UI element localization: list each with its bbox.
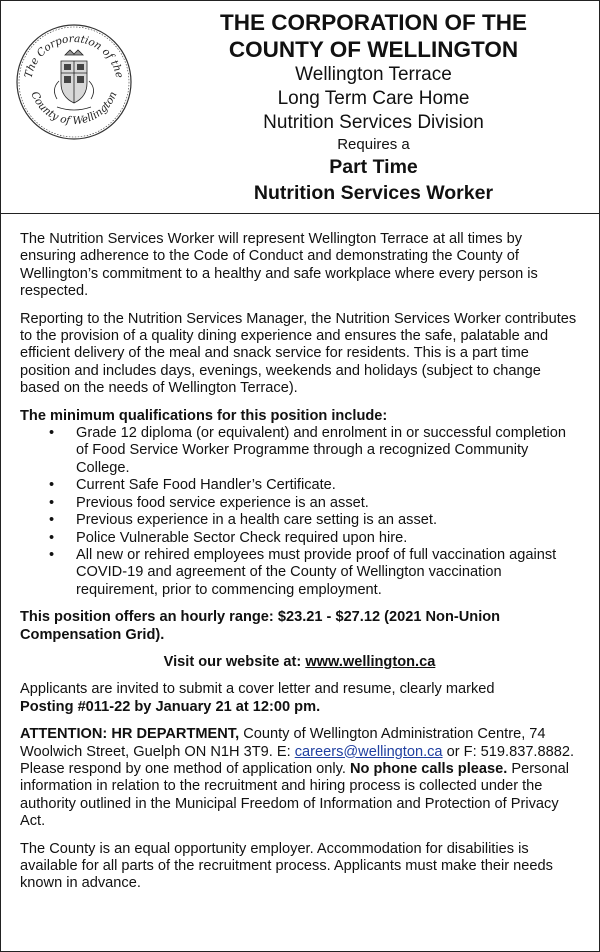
fax-text: or F: 519.837.8882. Please respond by one method of application only. <box>20 743 575 777</box>
bullet-icon: • <box>49 529 55 546</box>
email-link[interactable]: careers@wellington.ca <box>294 743 443 760</box>
facility-name: Wellington Terrace <box>295 64 452 85</box>
qualification-text: Police Vulnerable Sector Check required upon hire. <box>76 529 408 546</box>
qualification-item <box>20 547 579 599</box>
qualification-text: Previous experience in a health care setting is an asset. <box>76 512 437 529</box>
bullet-icon: • <box>49 477 55 494</box>
qualification-item <box>20 530 579 547</box>
qualification-item <box>20 495 579 512</box>
qualifications-list <box>20 425 579 599</box>
attention-address: County of Wellington Administration Centre, 74 Woolwich Street, Guelph ON N1H 3T9. E: <box>20 726 546 760</box>
division-name: Nutrition Services Division <box>263 112 484 133</box>
equal-opportunity-paragraph: The County is an equal opportunity employer. Accommodation for disabilities is available for all parts of the recruitment process. Applicants must make their needs known in advance. <box>20 840 553 892</box>
facility-type: Long Term Care Home <box>277 88 470 109</box>
posting-header <box>1 1 599 214</box>
bullet-icon: • <box>49 512 55 529</box>
role-paragraph: Reporting to the Nutrition Services Manager, the Nutrition Services Worker contributes to the provision of a quality dining experience and ensures the safe, palatable and efficient delivery of the meal and snack service for residents. This is a part time position and includes days, evenings, weekends and holidays (subject to change based on the needs of Wellington Terrace). <box>20 310 577 397</box>
qualifications-heading: The minimum qualifications for this position include: <box>20 407 388 424</box>
requires-label: Requires a <box>337 136 410 153</box>
attention-label: ATTENTION: HR DEPARTMENT, <box>20 726 240 743</box>
header-text <box>141 9 600 206</box>
posting-body <box>1 214 599 893</box>
pay-range-text: This position offers an hourly range: $23.21 - $27.12 (2021 Non-Union Compensation Grid). <box>20 609 501 643</box>
apply-text: Applicants are invited to submit a cover letter and resume, clearly marked <box>20 681 495 698</box>
pay-range <box>20 609 579 644</box>
qualification-item <box>20 512 579 529</box>
seal-text-top: The Corporation of the <box>22 32 126 80</box>
qualification-item <box>20 477 579 494</box>
seal-text-bottom: County of Wellington <box>28 89 120 128</box>
website-line <box>20 654 579 671</box>
qualification-text: Current Safe Food Handler’s Certificate. <box>76 477 336 494</box>
org-title-line1: THE CORPORATION OF THE <box>219 10 528 35</box>
qualification-text: All new or rehired employees must provide proof of full vaccination against COVID-19 and agreement of the County of Wellington vaccination requirement, prior to commencing employment. <box>76 546 557 598</box>
website-link[interactable]: www.wellington.ca <box>305 653 436 670</box>
qualification-item <box>20 425 579 477</box>
intro-paragraph: The Nutrition Services Worker will represent Wellington Terrace at all times by ensuring adherence to the Code of Conduct and demonstrating the County of Wellington’s commitment to a healthy and safe workplace where every person is respected. <box>20 231 538 300</box>
position-title: Nutrition Services Worker <box>253 182 494 204</box>
qualification-text: Grade 12 diploma (or equivalent) and enrolment in or successful completion of Food Service Worker Programme through a recognized Community College. <box>76 425 566 476</box>
apply-paragraph <box>20 681 579 716</box>
no-phone-notice: No phone calls please. <box>349 760 508 777</box>
bullet-icon: • <box>49 494 55 511</box>
org-title-line2: COUNTY OF WELLINGTON <box>228 37 519 62</box>
qualification-text: Previous food service experience is an asset. <box>76 494 369 511</box>
bullet-icon: • <box>49 425 55 442</box>
contact-paragraph <box>20 726 579 830</box>
posting-deadline: Posting #011-22 by January 21 at 12:00 pm. <box>20 698 321 715</box>
website-label: Visit our website at: <box>163 653 302 670</box>
privacy-notice: Personal information in relation to the recruitment and hiring process is collected under the authority outlined in the Municipal Freedom of Information and Protection of Privacy Act. <box>20 760 569 830</box>
county-seal-icon <box>15 23 133 141</box>
position-type: Part Time <box>329 156 418 178</box>
bullet-icon: • <box>49 546 55 563</box>
